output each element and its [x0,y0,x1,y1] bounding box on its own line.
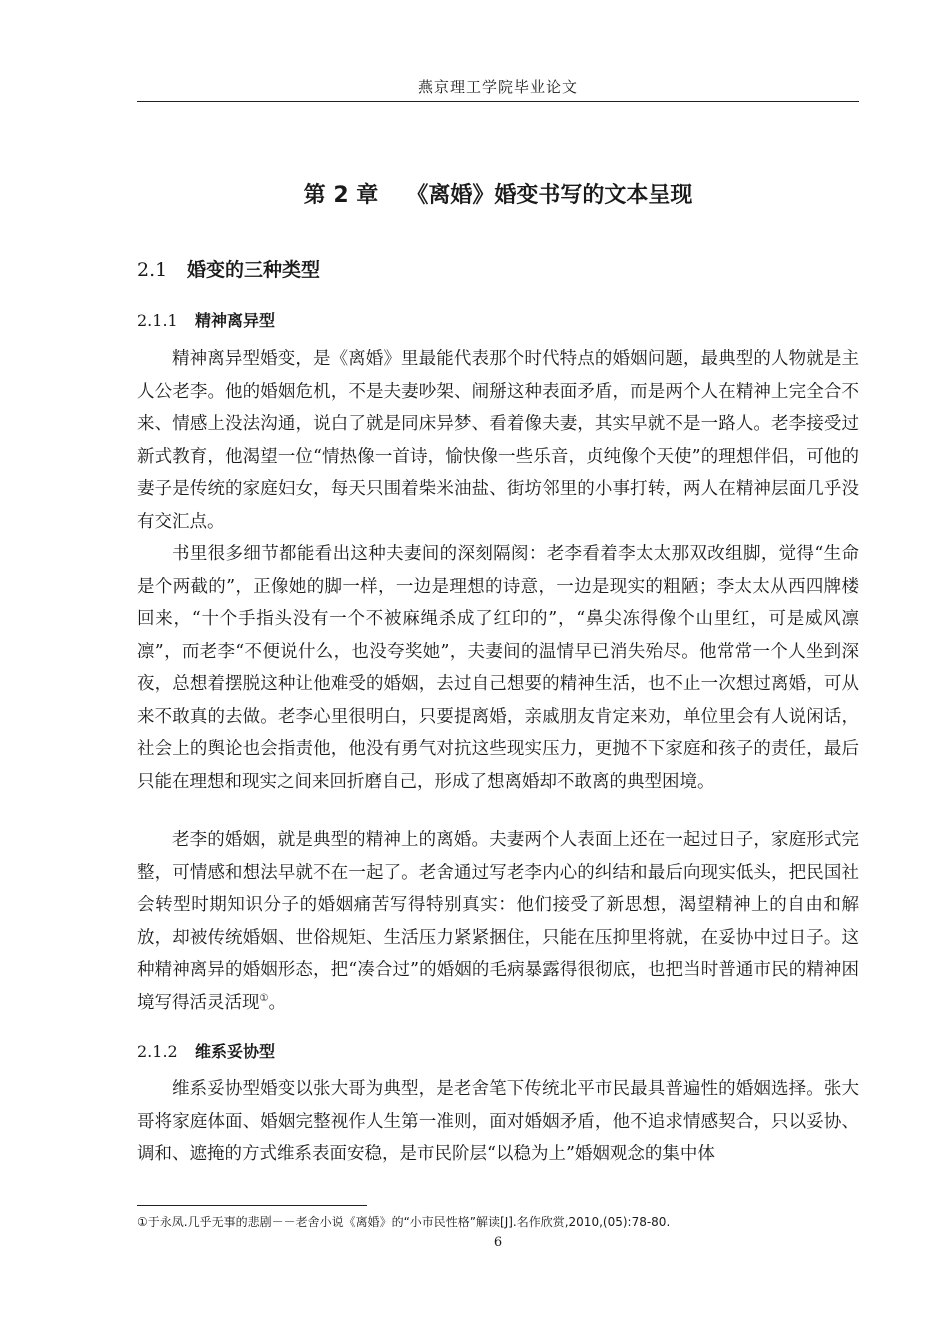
section-number: 2.1 [137,259,168,281]
footnote: ①于永凤.几乎无事的悲剧－－老舍小说《离婚》的“小市民性格”解读[J].名作欣赏,2010,(05):78-80. [137,1215,671,1229]
chapter-title-text: 《离婚》婚变书写的文本呈现 [406,183,693,208]
subsection-number-2: 2.1.2 [137,1042,178,1061]
chapter-number: 第 2 章 [303,183,379,208]
section-title: 婚变的三种类型 [187,259,321,281]
page-header: 燕京理工学院毕业论文 [417,78,578,96]
subsection-heading-1 [137,308,275,331]
paragraph-3 [137,824,859,1019]
paragraph-3-text: 老李的婚姻，就是典型的精神上的离婚。夫妻两个人表面上还在一起过日子，家庭形式完整，可情感和想法早就不在一起了。老舍通过写老李内心的纠结和最后向现实低头，把民国社会转型时期知识分子的婚姻痛苦写得特别真实：他们接受了新思想，渴望精神上的自由和解放，却被传统婚姻、世俗规矩、生活压力紧紧捆住，只能在压抑里将就，在妥协中过日子。这种精神离异的婚姻形态，把“凑合过”的婚姻的毛病暴露得很彻底，也把当时普通市民的精神困境写得活灵活现 [137,830,859,1013]
paragraph-4: 维系妥协型婚变以张大哥为典型，是老舍笔下传统北平市民最具普遍性的婚姻选择。张大哥将家庭体面、婚姻完整视作人生第一准则，面对婚姻矛盾，他不追求情感契合，只以妥协、调和、遮掩的方式维系表面安稳，是市民阶层“以稳为上”婚姻观念的集中体 [137,1079,859,1164]
subsection-heading-2 [137,1039,275,1062]
page-number: 6 [493,1235,503,1250]
footnote-marker[interactable]: ① [259,992,269,1004]
paragraph-3-end: 。 [268,992,286,1013]
section-heading [137,255,320,282]
header-divider [137,101,859,102]
paragraph-1: 精神离异型婚变，是《离婚》里最能代表那个时代特点的婚姻问题，最典型的人物就是主人公老李。他的婚姻危机，不是夫妻吵架、闹掰这种表面矛盾，而是两个人在精神上完全合不来、情感上没法沟通，说白了就是同床异梦、看着像夫妻，其实早就不是一路人。老李接受过新式教育，他渴望一位“情热像一首诗，愉快像一些乐音，贞纯像个天使”的理想伴侣，可他的妻子是传统的家庭妇女，每天只围着柴米油盐、街坊邻里的小事打转，两人在精神层面几乎没有交汇点。 [137,349,859,532]
footnote-divider [137,1205,367,1206]
subsection-number-1: 2.1.1 [137,311,178,330]
chapter-title [137,178,859,209]
subsection-title-2: 维系妥协型 [195,1042,276,1061]
subsection-title-1: 精神离异型 [195,311,276,330]
paragraph-2: 书里很多细节都能看出这种夫妻间的深刻隔阂：老李看着李太太那双改组脚，觉得“生命是个两截的”，正像她的脚一样，一边是理想的诗意，一边是现实的粗陋；李太太从西四牌楼回来，“十个手指头没有一个不被麻绳杀成了红印的”，“鼻尖冻得像个山里红，可是威风凛凛”，而老李“不便说什么，也没夸奖她”，夫妻间的温情早已消失殆尽。他常常一个人坐到深夜，总想着摆脱这种让他难受的婚姻，去过自己想要的精神生活，也不止一次想过离婚，可从来不敢真的去做。老李心里很明白，只要提离婚，亲戚朋友肯定来劝，单位里会有人说闲话，社会上的舆论也会指责他，他没有勇气对抗这些现实压力，更抛不下家庭和孩子的责任，最后只能在理想和现实之间来回折磨自己，形成了想离婚却不敢离的典型困境。 [137,544,859,792]
